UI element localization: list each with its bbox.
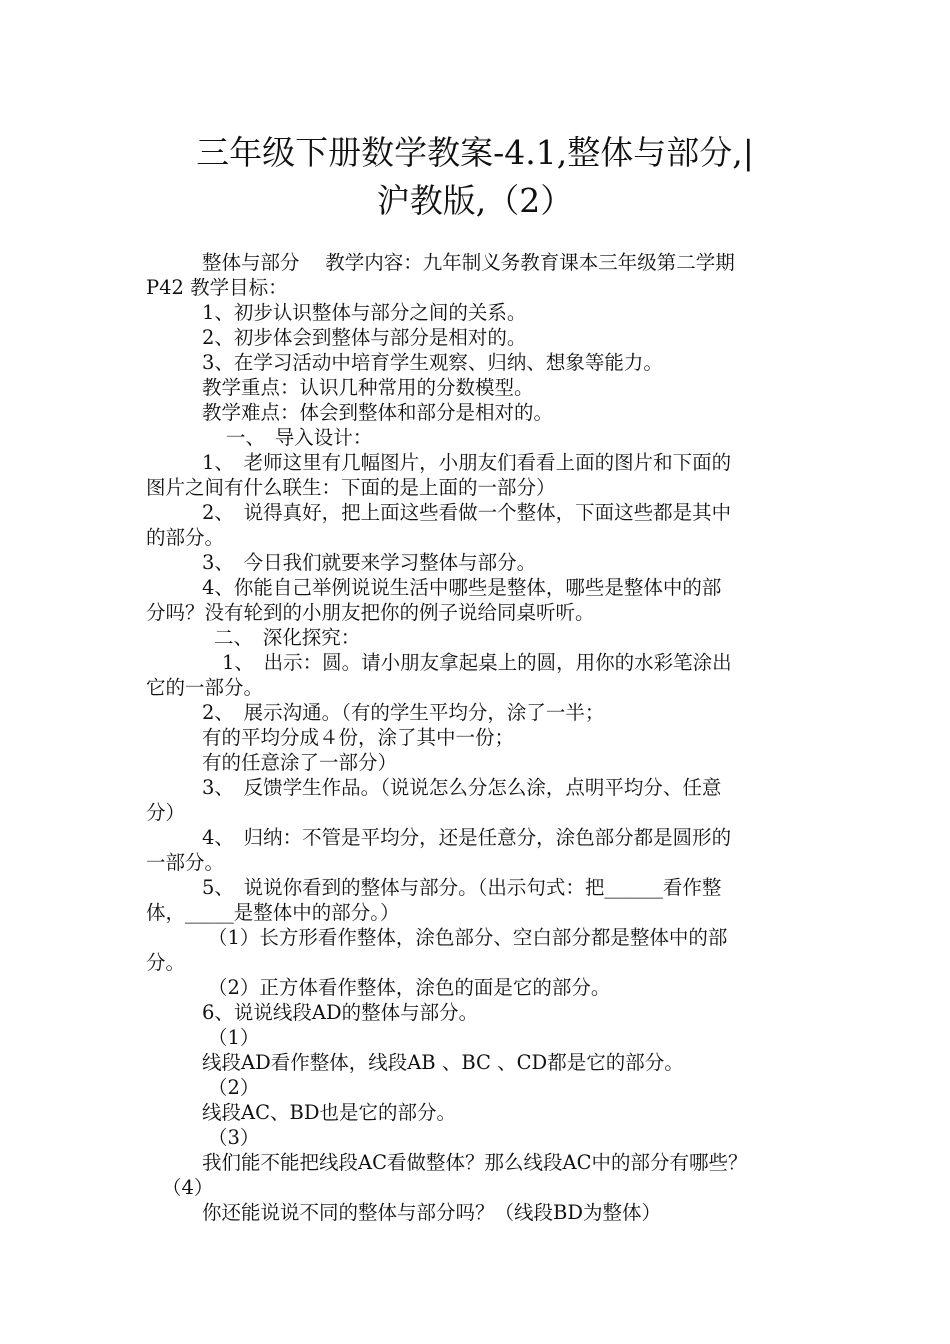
body-line: 整体与部分 教学内容：九年制义务教育课本三年级第二学期 — [202, 251, 735, 274]
body-line: 体，_____是整体中的部分。） — [146, 901, 400, 924]
body-line: 4、你能自己举例说说生活中哪些是整体，哪些是整体中的部 — [202, 576, 722, 599]
body-line: 图片之间有什么联生：下面的是上面的一部分） — [146, 476, 556, 499]
body-line: 5、 说说你看到的整体与部分。（出示句式：把______看作整 — [202, 876, 722, 899]
body-line: 它的一部分。 — [146, 676, 264, 699]
body-line: （2） — [208, 1076, 260, 1099]
body-line: （1） — [208, 1026, 260, 1049]
body-line: 你还能说说不同的整体与部分吗？（线段BD为整体） — [202, 1201, 661, 1224]
section-heading: 一、 导入设计： — [226, 426, 373, 449]
body-line: 分吗？没有轮到的小朋友把你的例子说给同桌听听。 — [146, 601, 595, 624]
body-line: 3、 今日我们就要来学习整体与部分。 — [202, 551, 537, 574]
body-line: （2）正方体看作整体，涂色的面是它的部分。 — [208, 976, 611, 999]
body-line: 1、初步认识整体与部分之间的关系。 — [202, 301, 527, 324]
document-title-line-1: 三年级下册数学教案-4.1,整体与部分,| — [196, 133, 754, 172]
body-line: （4） — [162, 1176, 214, 1199]
body-line: 分。 — [146, 951, 186, 974]
document-title-line-2: 沪教版,（2） — [376, 181, 574, 220]
body-line: 1、 出示：圆。请小朋友拿起桌上的圆，用你的水彩笔涂出 — [222, 651, 732, 674]
body-line: 教学重点：认识几种常用的分数模型。 — [202, 376, 534, 399]
body-line: （1）长方形看作整体，涂色部分、空白部分都是整体中的部 — [208, 926, 728, 949]
body-line: 教学难点：体会到整体和部分是相对的。 — [202, 401, 554, 424]
body-line: 2、初步体会到整体与部分是相对的。 — [202, 326, 527, 349]
body-line: 3、在学习活动中培育学生观察、归纳、想象等能力。 — [202, 351, 663, 374]
body-line: 2、 展示沟通。（有的学生平均分，涂了一半； — [202, 701, 605, 724]
body-line: 2、 说得真好，把上面这些看做一个整体，下面这些都是其中 — [202, 501, 732, 524]
body-line: 3、 反馈学生作品。（说说怎么分怎么涂，点明平均分、任意 — [202, 776, 722, 799]
body-line: 我们能不能把线段AC看做整体？那么线段AC中的部分有哪些？ — [202, 1151, 748, 1174]
body-line: 有的平均分成４份，涂了其中一份； — [202, 726, 515, 749]
body-line: 一部分。 — [146, 851, 225, 874]
section-heading: 二、 深化探究： — [214, 626, 361, 649]
body-line: 1、 老师这里有几幅图片，小朋友们看看上面的图片和下面的 — [202, 451, 732, 474]
body-line: 线段AD看作整体，线段AB 、BC 、CD都是它的部分。 — [202, 1051, 684, 1074]
body-line: 6、说说线段AD的整体与部分。 — [202, 1001, 479, 1024]
body-line: P42 教学目标： — [146, 276, 288, 299]
body-line: （3） — [208, 1126, 260, 1149]
body-line: 4、 归纳：不管是平均分，还是任意分，涂色部分都是圆形的 — [202, 826, 732, 849]
body-line: 的部分。 — [146, 526, 225, 549]
body-line: 线段AC、BD也是它的部分。 — [202, 1101, 456, 1124]
body-line: 有的任意涂了一部分） — [202, 751, 398, 774]
body-line: 分） — [146, 801, 186, 824]
